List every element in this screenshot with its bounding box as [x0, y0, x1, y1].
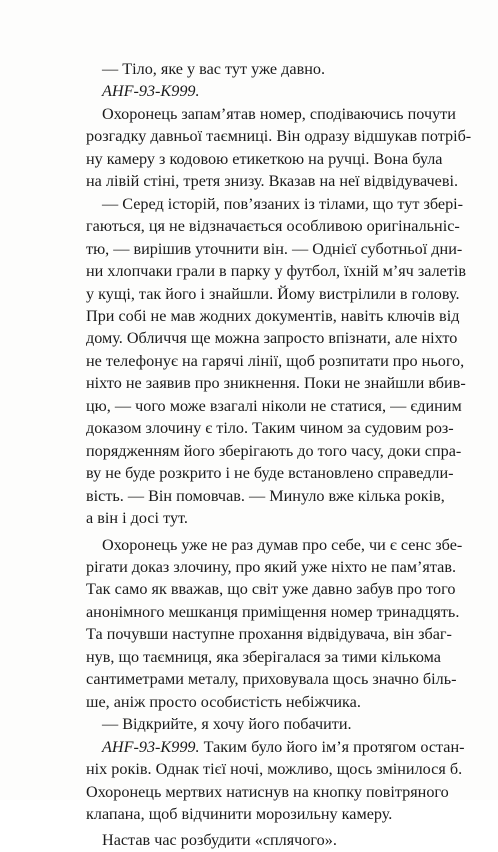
text-line: нув, що таємниця, яка зберігалася за тими кількома [86, 647, 441, 666]
paragraph-6 [86, 713, 432, 735]
text-line: — Серед історій, пов’язаних із тілами, що тут збері- [102, 194, 464, 213]
text-line: Охоронець мертвих натиснув на кнопку повітряного [86, 782, 449, 801]
code-line: AHF-93-K999. [102, 82, 200, 101]
text-line: ну камеру з кодовою етикеткою на ручці. Вона була [86, 149, 443, 168]
text-line: — Тіло, яке у вас тут уже давно. [102, 60, 326, 78]
text-line: ше, аніж просто особистість небіжчика. [86, 692, 361, 711]
text-line: порядженням його зберігають до того часу, доки спра- [86, 441, 462, 460]
text-line: ніхто не заявив про зникнення. Поки не знайшли вбив- [86, 374, 466, 393]
paragraph-5 [86, 534, 463, 714]
text-inline: Таким було його ім’я протягом остан- [199, 737, 465, 756]
text-line: ни хлопчаки грали в парку у футбол, їхній м’яч залетів [86, 262, 467, 281]
text-line: у кущі, так його і знайшли. Йому вистрілили в голову. [86, 284, 460, 303]
text-line: вість. — Він помовчав. — Минуло вже кілька років, [86, 486, 445, 505]
body-text [86, 58, 472, 852]
text-line: Охоронець запам’ятав номер, сподіваючись почути [102, 104, 456, 123]
text-line: а він і досі тут. [86, 509, 188, 528]
text-line: анонімного мешканця приміщення номер тринадцять. [86, 602, 460, 621]
code-inline: AHF-93-K999. [102, 737, 200, 756]
text-line: розгадку давньої таємниці. Він одразу відшукав потріб- [86, 127, 472, 146]
text-line: дому. Обличчя ще можна запросто впізнати, але ніхто [86, 329, 458, 348]
text-line: гаються, ця не відзначається особливою оригінальніс- [86, 217, 460, 236]
text-line: сантиметрами металу, приховувала щось значно біль- [86, 670, 457, 689]
text-line: Настав час розбудити «сплячого». [102, 831, 337, 850]
paragraph-1 [86, 58, 432, 80]
text-line: цю, — чого може взагалі ніколи не статися, — єдиним [86, 396, 462, 415]
paragraph-4 [86, 193, 467, 530]
paragraph-7 [86, 736, 465, 826]
text-line: При собі не мав жодних документів, навіть ключів від [86, 306, 460, 325]
text-line: тю, — вирішив уточнити він. — Однієї суботньої дни- [86, 239, 463, 258]
text-line: доказом злочину є тіло. Таким чином за судовим роз- [86, 419, 454, 438]
text-line: рігати доказ злочину, про який уже ніхто не пам’ятав. [86, 557, 457, 576]
text-line: Так само як вважав, що світ уже давно забув про того [86, 580, 456, 599]
paragraph-8 [86, 829, 432, 851]
text-line: ву не буде розкрито і не буде встановлено справедли- [86, 464, 454, 483]
text-line: на лівій стіні, третя знизу. Вказав на неї відвідувачеві. [86, 172, 459, 191]
text-line: клапана, щоб відчинити морозильну камеру. [86, 804, 393, 823]
text-line: Охоронець уже не раз думав про себе, чи є сенс збе- [102, 535, 463, 554]
paragraph-3 [86, 103, 472, 193]
text-line [86, 736, 465, 758]
text-line: — Відкрийте, я хочу його побачити. [102, 715, 352, 734]
text-line: ніх років. Однак тієї ночі, можливо, щось змінилося б. [86, 760, 463, 779]
paragraph-2 [86, 80, 432, 102]
text-line: Та почувши наступне прохання відвідувача, він збаг- [86, 625, 452, 644]
text-line: не телефонує на гарячі лінії, щоб розпитати про нього, [86, 351, 465, 370]
